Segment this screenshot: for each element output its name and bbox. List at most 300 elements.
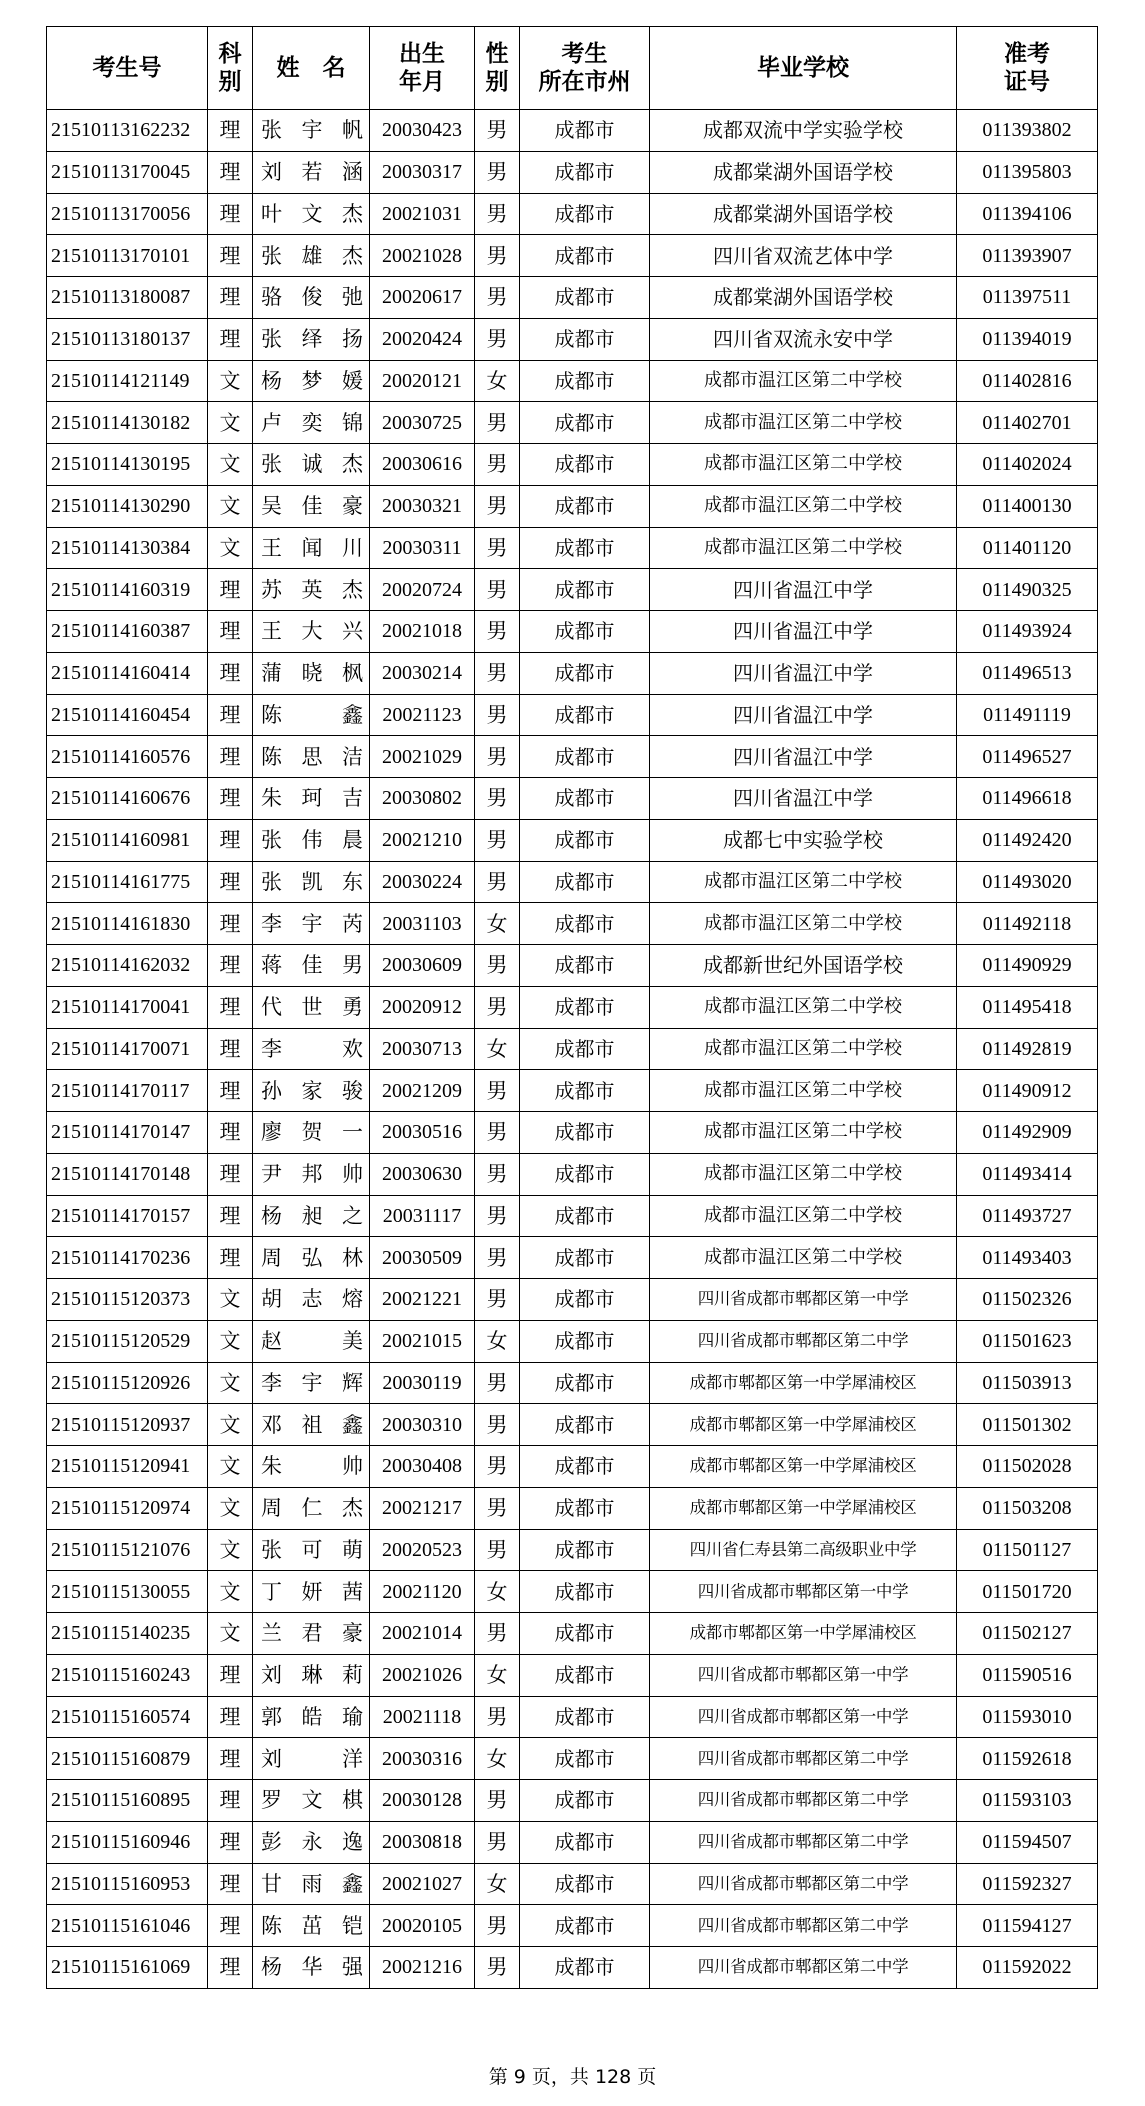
cell-candidate-no: 21510115120373 <box>47 1279 208 1321</box>
table-row <box>47 1571 1098 1613</box>
table-row <box>47 1738 1098 1780</box>
table-row <box>47 151 1098 193</box>
cell-candidate-no: 21510114160454 <box>47 694 208 736</box>
cell-school: 四川省温江中学 <box>650 652 957 694</box>
cell-subject: 理 <box>208 1237 253 1279</box>
cell-gender: 男 <box>475 1070 520 1112</box>
cell-subject: 理 <box>208 819 253 861</box>
cell-subject: 文 <box>208 444 253 486</box>
cell-birth: 20030119 <box>370 1362 475 1404</box>
cell-exam-no: 011490929 <box>957 945 1098 987</box>
table-row <box>47 1654 1098 1696</box>
cell-name: 吴佳豪 <box>253 485 370 527</box>
cell-exam-no: 011394106 <box>957 193 1098 235</box>
cell-candidate-no: 21510114160981 <box>47 819 208 861</box>
cell-subject: 文 <box>208 1404 253 1446</box>
cell-gender: 男 <box>475 1446 520 1488</box>
cell-city: 成都市 <box>520 986 650 1028</box>
cell-birth: 20021027 <box>370 1863 475 1905</box>
cell-gender: 男 <box>475 318 520 360</box>
cell-gender: 男 <box>475 778 520 820</box>
cell-candidate-no: 21510115120941 <box>47 1446 208 1488</box>
header-birth <box>370 27 475 110</box>
table-row <box>47 945 1098 987</box>
cell-school: 四川省成都市郫都区第一中学 <box>650 1696 957 1738</box>
cell-exam-no: 011490325 <box>957 569 1098 611</box>
cell-birth: 20030316 <box>370 1738 475 1780</box>
cell-birth: 20030214 <box>370 652 475 694</box>
cell-candidate-no: 21510114130195 <box>47 444 208 486</box>
cell-name: 刘若涵 <box>253 151 370 193</box>
cell-subject: 文 <box>208 1446 253 1488</box>
table-row <box>47 485 1098 527</box>
cell-city: 成都市 <box>520 1028 650 1070</box>
cell-gender: 男 <box>475 402 520 444</box>
table-row <box>47 1195 1098 1237</box>
cell-city: 成都市 <box>520 736 650 778</box>
cell-candidate-no: 21510114160319 <box>47 569 208 611</box>
cell-name: 陈鑫 <box>253 694 370 736</box>
cell-subject: 理 <box>208 861 253 903</box>
header-name <box>253 27 370 110</box>
cell-gender: 男 <box>475 736 520 778</box>
cell-school: 成都七中实验学校 <box>650 819 957 861</box>
cell-gender: 男 <box>475 1279 520 1321</box>
cell-exam-no: 011493020 <box>957 861 1098 903</box>
cell-birth: 20020424 <box>370 318 475 360</box>
cell-name: 郭皓瑜 <box>253 1696 370 1738</box>
cell-school: 四川省温江中学 <box>650 569 957 611</box>
cell-gender: 男 <box>475 151 520 193</box>
cell-candidate-no: 21510115121076 <box>47 1529 208 1571</box>
cell-city: 成都市 <box>520 1112 650 1154</box>
cell-candidate-no: 21510114170147 <box>47 1112 208 1154</box>
header-exam-line-1: 准考 <box>1004 41 1050 67</box>
cell-school: 成都市温江区第二中学校 <box>650 903 957 945</box>
cell-subject: 理 <box>208 652 253 694</box>
cell-gender: 男 <box>475 694 520 736</box>
cell-school: 四川省成都市郫都区第二中学 <box>650 1905 957 1947</box>
cell-gender: 男 <box>475 1404 520 1446</box>
cell-birth: 20021028 <box>370 235 475 277</box>
cell-subject: 理 <box>208 986 253 1028</box>
table-row <box>47 736 1098 778</box>
cell-name: 兰君豪 <box>253 1613 370 1655</box>
cell-gender: 男 <box>475 485 520 527</box>
header-exam-no <box>957 27 1098 110</box>
cell-school: 四川省成都市郫都区第二中学 <box>650 1821 957 1863</box>
cell-gender: 女 <box>475 1028 520 1070</box>
table-body <box>47 110 1098 1989</box>
cell-name: 张伟晨 <box>253 819 370 861</box>
header-candidate-no <box>47 27 208 110</box>
cell-candidate-no: 21510115160895 <box>47 1780 208 1822</box>
cell-exam-no: 011402701 <box>957 402 1098 444</box>
cell-city: 成都市 <box>520 527 650 569</box>
cell-subject: 理 <box>208 1780 253 1822</box>
cell-city: 成都市 <box>520 1821 650 1863</box>
header-city <box>520 27 650 110</box>
cell-birth: 20030408 <box>370 1446 475 1488</box>
cell-exam-no: 011593010 <box>957 1696 1098 1738</box>
cell-name: 蒲晓枫 <box>253 652 370 694</box>
cell-subject: 文 <box>208 1362 253 1404</box>
cell-birth: 20020617 <box>370 277 475 319</box>
cell-birth: 20021029 <box>370 736 475 778</box>
header-gender-line-1: 性 <box>485 41 509 67</box>
cell-gender: 男 <box>475 819 520 861</box>
cell-gender: 男 <box>475 235 520 277</box>
header-school-text: 毕业学校 <box>757 55 849 81</box>
cell-school: 成都市温江区第二中学校 <box>650 986 957 1028</box>
cell-candidate-no: 21510114130290 <box>47 485 208 527</box>
cell-candidate-no: 21510114161830 <box>47 903 208 945</box>
table-row <box>47 569 1098 611</box>
cell-name: 陈思洁 <box>253 736 370 778</box>
cell-subject: 理 <box>208 1863 253 1905</box>
cell-gender: 男 <box>475 945 520 987</box>
cell-school: 四川省成都市郫都区第一中学 <box>650 1654 957 1696</box>
cell-school: 成都市郫都区第一中学犀浦校区 <box>650 1404 957 1446</box>
table-row <box>47 611 1098 653</box>
cell-name: 李欢 <box>253 1028 370 1070</box>
cell-exam-no: 011395803 <box>957 151 1098 193</box>
cell-city: 成都市 <box>520 1362 650 1404</box>
table-row <box>47 1821 1098 1863</box>
cell-school: 成都市温江区第二中学校 <box>650 1112 957 1154</box>
cell-gender: 男 <box>475 1947 520 1989</box>
cell-exam-no: 011393802 <box>957 110 1098 152</box>
table-row <box>47 1446 1098 1488</box>
cell-birth: 20030802 <box>370 778 475 820</box>
cell-birth: 20021118 <box>370 1696 475 1738</box>
cell-exam-no: 011397511 <box>957 277 1098 319</box>
header-gender-line-2: 别 <box>485 69 509 95</box>
cell-exam-no: 011590516 <box>957 1654 1098 1696</box>
cell-subject: 文 <box>208 1529 253 1571</box>
cell-school: 成都市温江区第二中学校 <box>650 444 957 486</box>
table-row <box>47 1237 1098 1279</box>
cell-city: 成都市 <box>520 1529 650 1571</box>
cell-candidate-no: 21510114170236 <box>47 1237 208 1279</box>
cell-exam-no: 011495418 <box>957 986 1098 1028</box>
table-row <box>47 903 1098 945</box>
cell-birth: 20021209 <box>370 1070 475 1112</box>
cell-birth: 20021221 <box>370 1279 475 1321</box>
table-row <box>47 1112 1098 1154</box>
cell-exam-no: 011493414 <box>957 1153 1098 1195</box>
cell-name: 邓祖鑫 <box>253 1404 370 1446</box>
cell-candidate-no: 21510114170041 <box>47 986 208 1028</box>
table-row <box>47 527 1098 569</box>
cell-subject: 文 <box>208 527 253 569</box>
cell-exam-no: 011493403 <box>957 1237 1098 1279</box>
cell-gender: 男 <box>475 1529 520 1571</box>
cell-school: 四川省成都市郫都区第二中学 <box>650 1320 957 1362</box>
cell-school: 成都棠湖外国语学校 <box>650 193 957 235</box>
cell-subject: 理 <box>208 1738 253 1780</box>
cell-subject: 理 <box>208 569 253 611</box>
header-subject-line-1: 科 <box>218 41 242 67</box>
cell-name: 周仁杰 <box>253 1487 370 1529</box>
cell-birth: 20030423 <box>370 110 475 152</box>
cell-exam-no: 011393907 <box>957 235 1098 277</box>
cell-subject: 理 <box>208 235 253 277</box>
table-row <box>47 1028 1098 1070</box>
cell-school: 四川省温江中学 <box>650 778 957 820</box>
cell-name: 尹邦帅 <box>253 1153 370 1195</box>
cell-exam-no: 011501623 <box>957 1320 1098 1362</box>
cell-gender: 男 <box>475 569 520 611</box>
cell-candidate-no: 21510115161046 <box>47 1905 208 1947</box>
cell-gender: 男 <box>475 611 520 653</box>
cell-name: 刘洋 <box>253 1738 370 1780</box>
cell-exam-no: 011492819 <box>957 1028 1098 1070</box>
table-row <box>47 277 1098 319</box>
table-row <box>47 402 1098 444</box>
table-row <box>47 986 1098 1028</box>
cell-exam-no: 011490912 <box>957 1070 1098 1112</box>
cell-school: 成都市温江区第二中学校 <box>650 1195 957 1237</box>
cell-gender: 男 <box>475 1195 520 1237</box>
cell-subject: 理 <box>208 193 253 235</box>
cell-gender: 男 <box>475 1237 520 1279</box>
cell-exam-no: 011593103 <box>957 1780 1098 1822</box>
cell-candidate-no: 21510114160414 <box>47 652 208 694</box>
cell-candidate-no: 21510114160576 <box>47 736 208 778</box>
cell-school: 成都市温江区第二中学校 <box>650 485 957 527</box>
cell-name: 周弘林 <box>253 1237 370 1279</box>
cell-gender: 男 <box>475 1780 520 1822</box>
cell-exam-no: 011492909 <box>957 1112 1098 1154</box>
cell-city: 成都市 <box>520 1947 650 1989</box>
cell-gender: 男 <box>475 986 520 1028</box>
cell-name: 叶文杰 <box>253 193 370 235</box>
cell-subject: 理 <box>208 1195 253 1237</box>
cell-school: 成都市温江区第二中学校 <box>650 527 957 569</box>
cell-birth: 20020523 <box>370 1529 475 1571</box>
table-row <box>47 360 1098 402</box>
cell-candidate-no: 21510114170071 <box>47 1028 208 1070</box>
cell-city: 成都市 <box>520 110 650 152</box>
cell-candidate-no: 21510115120974 <box>47 1487 208 1529</box>
cell-gender: 男 <box>475 1613 520 1655</box>
cell-candidate-no: 21510114170117 <box>47 1070 208 1112</box>
cell-subject: 理 <box>208 277 253 319</box>
cell-school: 成都双流中学实验学校 <box>650 110 957 152</box>
cell-birth: 20030128 <box>370 1780 475 1822</box>
cell-subject: 文 <box>208 1613 253 1655</box>
cell-city: 成都市 <box>520 1571 650 1613</box>
cell-name: 苏英杰 <box>253 569 370 611</box>
table-row <box>47 1529 1098 1571</box>
cell-candidate-no: 21510114162032 <box>47 945 208 987</box>
cell-exam-no: 011496513 <box>957 652 1098 694</box>
cell-school: 成都市郫都区第一中学犀浦校区 <box>650 1446 957 1488</box>
table-row <box>47 778 1098 820</box>
cell-candidate-no: 21510113170056 <box>47 193 208 235</box>
cell-birth: 20020912 <box>370 986 475 1028</box>
cell-birth: 20030224 <box>370 861 475 903</box>
table-row <box>47 694 1098 736</box>
cell-candidate-no: 21510114160387 <box>47 611 208 653</box>
table-row <box>47 1487 1098 1529</box>
cell-subject: 理 <box>208 1947 253 1989</box>
cell-exam-no: 011592618 <box>957 1738 1098 1780</box>
cell-city: 成都市 <box>520 277 650 319</box>
cell-subject: 理 <box>208 694 253 736</box>
cell-birth: 20021031 <box>370 193 475 235</box>
cell-school: 四川省仁寿县第二高级职业中学 <box>650 1529 957 1571</box>
cell-subject: 理 <box>208 778 253 820</box>
cell-name: 王大兴 <box>253 611 370 653</box>
cell-candidate-no: 21510114170157 <box>47 1195 208 1237</box>
cell-subject: 理 <box>208 1821 253 1863</box>
cell-candidate-no: 21510114170148 <box>47 1153 208 1195</box>
cell-exam-no: 011493924 <box>957 611 1098 653</box>
cell-city: 成都市 <box>520 1696 650 1738</box>
cell-name: 代世勇 <box>253 986 370 1028</box>
cell-city: 成都市 <box>520 903 650 945</box>
cell-birth: 20030321 <box>370 485 475 527</box>
cell-city: 成都市 <box>520 1654 650 1696</box>
cell-candidate-no: 21510115160879 <box>47 1738 208 1780</box>
header-row <box>47 27 1098 110</box>
cell-candidate-no: 21510113180137 <box>47 318 208 360</box>
cell-school: 四川省温江中学 <box>650 736 957 778</box>
cell-candidate-no: 21510115130055 <box>47 1571 208 1613</box>
cell-city: 成都市 <box>520 485 650 527</box>
cell-name: 甘雨鑫 <box>253 1863 370 1905</box>
cell-candidate-no: 21510115120529 <box>47 1320 208 1362</box>
cell-name: 蒋佳男 <box>253 945 370 987</box>
cell-city: 成都市 <box>520 778 650 820</box>
cell-subject: 理 <box>208 1070 253 1112</box>
cell-city: 成都市 <box>520 1446 650 1488</box>
cell-candidate-no: 21510114160676 <box>47 778 208 820</box>
header-name-text: 姓 名 <box>276 55 346 81</box>
cell-name: 张可萌 <box>253 1529 370 1571</box>
cell-gender: 男 <box>475 1821 520 1863</box>
cell-birth: 20020724 <box>370 569 475 611</box>
cell-birth: 20021018 <box>370 611 475 653</box>
cell-subject: 文 <box>208 1571 253 1613</box>
cell-name: 赵美 <box>253 1320 370 1362</box>
cell-school: 成都棠湖外国语学校 <box>650 151 957 193</box>
cell-birth: 20030818 <box>370 1821 475 1863</box>
cell-subject: 理 <box>208 1028 253 1070</box>
cell-subject: 理 <box>208 611 253 653</box>
header-city-line-2: 所在市州 <box>538 69 631 95</box>
cell-exam-no: 011501720 <box>957 1571 1098 1613</box>
cell-birth: 20021216 <box>370 1947 475 1989</box>
cell-name: 罗文棋 <box>253 1780 370 1822</box>
cell-exam-no: 011401120 <box>957 527 1098 569</box>
cell-gender: 男 <box>475 444 520 486</box>
cell-birth: 20020105 <box>370 1905 475 1947</box>
cell-school: 成都市温江区第二中学校 <box>650 1070 957 1112</box>
cell-school: 四川省成都市郫都区第一中学 <box>650 1279 957 1321</box>
cell-birth: 20031103 <box>370 903 475 945</box>
cell-candidate-no: 21510113180087 <box>47 277 208 319</box>
cell-gender: 女 <box>475 1571 520 1613</box>
cell-gender: 男 <box>475 1905 520 1947</box>
cell-candidate-no: 21510113170045 <box>47 151 208 193</box>
header-subject <box>208 27 253 110</box>
table-row <box>47 444 1098 486</box>
cell-birth: 20030311 <box>370 527 475 569</box>
cell-exam-no: 011394019 <box>957 318 1098 360</box>
cell-exam-no: 011501127 <box>957 1529 1098 1571</box>
cell-name: 李宇辉 <box>253 1362 370 1404</box>
cell-gender: 男 <box>475 1112 520 1154</box>
cell-subject: 理 <box>208 903 253 945</box>
cell-subject: 文 <box>208 1487 253 1529</box>
cell-candidate-no: 21510115120926 <box>47 1362 208 1404</box>
cell-exam-no: 011594507 <box>957 1821 1098 1863</box>
cell-school: 四川省双流艺体中学 <box>650 235 957 277</box>
cell-birth: 20031117 <box>370 1195 475 1237</box>
table-row <box>47 1153 1098 1195</box>
cell-exam-no: 011491119 <box>957 694 1098 736</box>
cell-gender: 女 <box>475 360 520 402</box>
table-row <box>47 1070 1098 1112</box>
cell-subject: 理 <box>208 1696 253 1738</box>
cell-city: 成都市 <box>520 819 650 861</box>
cell-gender: 女 <box>475 1863 520 1905</box>
cell-school: 四川省成都市郫都区第二中学 <box>650 1738 957 1780</box>
cell-subject: 理 <box>208 1153 253 1195</box>
cell-city: 成都市 <box>520 1153 650 1195</box>
cell-city: 成都市 <box>520 318 650 360</box>
cell-city: 成都市 <box>520 1404 650 1446</box>
cell-birth: 20021026 <box>370 1654 475 1696</box>
cell-subject: 文 <box>208 485 253 527</box>
cell-gender: 男 <box>475 1487 520 1529</box>
cell-gender: 男 <box>475 193 520 235</box>
cell-exam-no: 011594127 <box>957 1905 1098 1947</box>
cell-exam-no: 011501302 <box>957 1404 1098 1446</box>
cell-exam-no: 011503913 <box>957 1362 1098 1404</box>
cell-name: 杨昶之 <box>253 1195 370 1237</box>
cell-subject: 理 <box>208 1905 253 1947</box>
cell-city: 成都市 <box>520 1905 650 1947</box>
header-exam-line-2: 证号 <box>1004 69 1050 95</box>
cell-birth: 20030516 <box>370 1112 475 1154</box>
cell-city: 成都市 <box>520 1613 650 1655</box>
cell-name: 骆俊弛 <box>253 277 370 319</box>
cell-candidate-no: 21510115160574 <box>47 1696 208 1738</box>
cell-school: 四川省温江中学 <box>650 611 957 653</box>
cell-name: 彭永逸 <box>253 1821 370 1863</box>
cell-exam-no: 011592327 <box>957 1863 1098 1905</box>
table-header <box>47 27 1098 110</box>
cell-exam-no: 011502326 <box>957 1279 1098 1321</box>
cell-city: 成都市 <box>520 1780 650 1822</box>
cell-birth: 20030713 <box>370 1028 475 1070</box>
cell-name: 胡志熔 <box>253 1279 370 1321</box>
cell-name: 丁妍茜 <box>253 1571 370 1613</box>
table-row <box>47 1279 1098 1321</box>
cell-school: 四川省成都市郫都区第二中学 <box>650 1863 957 1905</box>
cell-gender: 女 <box>475 1654 520 1696</box>
cell-candidate-no: 21510115161069 <box>47 1947 208 1989</box>
cell-city: 成都市 <box>520 1237 650 1279</box>
cell-candidate-no: 21510115160953 <box>47 1863 208 1905</box>
cell-birth: 20030609 <box>370 945 475 987</box>
cell-school: 成都市郫都区第一中学犀浦校区 <box>650 1613 957 1655</box>
cell-gender: 男 <box>475 277 520 319</box>
